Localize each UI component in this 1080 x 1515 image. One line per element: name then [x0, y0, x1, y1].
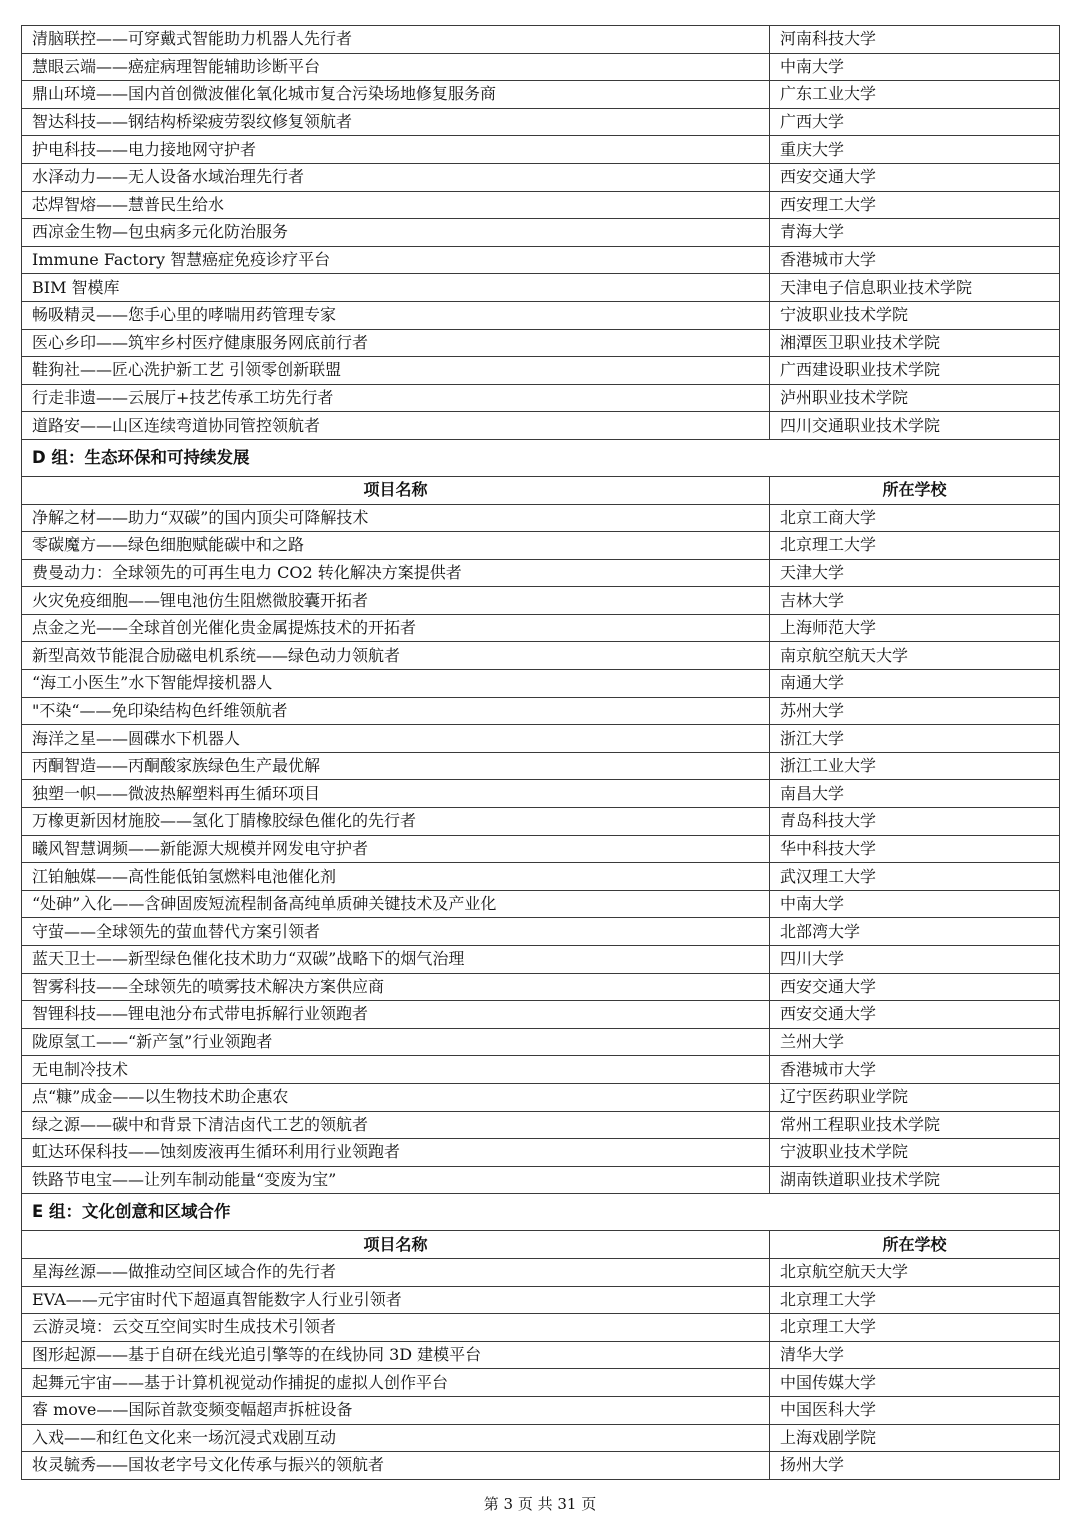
school-name-cell: 上海戏剧学院 — [770, 1424, 1060, 1452]
school-name-cell: 四川大学 — [770, 946, 1060, 974]
project-name-cell: 净解之材——助力“双碳”的国内顶尖可降解技术 — [22, 504, 770, 532]
school-name-cell: 北京理工大学 — [770, 1314, 1060, 1342]
school-name-cell: 香港城市大学 — [770, 246, 1060, 274]
project-name-cell: 守萤——全球领先的萤血替代方案引领者 — [22, 918, 770, 946]
table-row — [22, 191, 1060, 219]
table-row — [22, 642, 1060, 670]
table-row — [22, 246, 1060, 274]
project-name-cell: 无电制冷技术 — [22, 1056, 770, 1084]
table-row — [22, 108, 1060, 136]
table-row — [22, 559, 1060, 587]
project-name-cell: EVA——元宇宙时代下超逼真智能数字人行业引领者 — [22, 1286, 770, 1314]
school-name-cell: 四川交通职业技术学院 — [770, 412, 1060, 440]
school-name-cell: 北京理工大学 — [770, 532, 1060, 560]
school-name-cell: 西安交通大学 — [770, 1001, 1060, 1029]
table-header-row — [22, 1231, 1060, 1259]
school-name-cell: 北京工商大学 — [770, 504, 1060, 532]
project-name-cell: 蓝天卫士——新型绿色催化技术助力“双碳”战略下的烟气治理 — [22, 946, 770, 974]
school-name-cell: 广西大学 — [770, 108, 1060, 136]
project-name-cell: 新型高效节能混合励磁电机系统——绿色动力领航者 — [22, 642, 770, 670]
school-name-cell: 扬州大学 — [770, 1452, 1060, 1480]
project-name-cell: 海洋之星——圆碟水下机器人 — [22, 725, 770, 753]
group-title: D 组：生态环保和可持续发展 — [22, 439, 1060, 476]
project-name-cell: 鞋狗社——匠心洗护新工艺 引领零创新联盟 — [22, 357, 770, 385]
school-name-cell: 青岛科技大学 — [770, 808, 1060, 836]
project-name-cell: 西凉金生物—包虫病多元化防治服务 — [22, 219, 770, 247]
table-row — [22, 1258, 1060, 1286]
table-row — [22, 26, 1060, 54]
project-name-cell: 睿 move——国际首款变频变幅超声拆桩设备 — [22, 1396, 770, 1424]
table-row — [22, 587, 1060, 615]
table-row — [22, 863, 1060, 891]
school-name-cell: 天津电子信息职业技术学院 — [770, 274, 1060, 302]
table-row — [22, 1166, 1060, 1194]
project-name-cell: 曦风智慧调频——新能源大规模并网发电守护者 — [22, 835, 770, 863]
project-table-body — [22, 26, 1060, 1480]
table-row — [22, 1341, 1060, 1369]
project-name-cell: 铁路节电宝——让列车制动能量“变废为宝” — [22, 1166, 770, 1194]
school-name-cell: 苏州大学 — [770, 697, 1060, 725]
project-name-cell: 绿之源——碳中和背景下清洁卤代工艺的领航者 — [22, 1111, 770, 1139]
school-name-cell: 北京理工大学 — [770, 1286, 1060, 1314]
column-header-school: 所在学校 — [770, 476, 1060, 504]
project-name-cell: 鼎山环境——国内首创微波催化氧化城市复合污染场地修复服务商 — [22, 81, 770, 109]
table-row — [22, 1452, 1060, 1480]
column-header-project: 项目名称 — [22, 1231, 770, 1259]
project-name-cell: 医心乡印——筑牢乡村医疗健康服务网底前行者 — [22, 329, 770, 357]
school-name-cell: 宁波职业技术学院 — [770, 1139, 1060, 1167]
school-name-cell: 西安交通大学 — [770, 163, 1060, 191]
project-name-cell: 智雾科技——全球领先的喷雾技术解决方案供应商 — [22, 973, 770, 1001]
project-name-cell: 起舞元宇宙——基于计算机视觉动作捕捉的虚拟人创作平台 — [22, 1369, 770, 1397]
table-row — [22, 1028, 1060, 1056]
project-name-cell: 万橡更新因材施胶——氢化丁腈橡胶绿色催化的先行者 — [22, 808, 770, 836]
school-name-cell: 湖南铁道职业技术学院 — [770, 1166, 1060, 1194]
table-row — [22, 973, 1060, 1001]
project-name-cell: 点金之光——全球首创光催化贵金属提炼技术的开拓者 — [22, 614, 770, 642]
group-heading-row — [22, 439, 1060, 476]
table-row — [22, 219, 1060, 247]
group-heading-row — [22, 1194, 1060, 1231]
school-name-cell: 兰州大学 — [770, 1028, 1060, 1056]
table-row — [22, 1369, 1060, 1397]
project-name-cell: 道路安——山区连续弯道协同管控领航者 — [22, 412, 770, 440]
project-name-cell: 费曼动力：全球领先的可再生电力 CO2 转化解决方案提供者 — [22, 559, 770, 587]
school-name-cell: 广西建设职业技术学院 — [770, 357, 1060, 385]
school-name-cell: 南昌大学 — [770, 780, 1060, 808]
school-name-cell: 泸州职业技术学院 — [770, 384, 1060, 412]
school-name-cell: 湘潭医卫职业技术学院 — [770, 329, 1060, 357]
project-name-cell: 江铂触媒——高性能低铂氢燃料电池催化剂 — [22, 863, 770, 891]
project-name-cell: 虹达环保科技——蚀刻废液再生循环利用行业领跑者 — [22, 1139, 770, 1167]
table-row — [22, 53, 1060, 81]
project-name-cell: 独塑一帜——微波热解塑料再生循环项目 — [22, 780, 770, 808]
project-name-cell: 入戏——和红色文化来一场沉浸式戏剧互动 — [22, 1424, 770, 1452]
table-row — [22, 1111, 1060, 1139]
table-row — [22, 1314, 1060, 1342]
school-name-cell: 西安理工大学 — [770, 191, 1060, 219]
project-name-cell: 云游灵境：云交互空间实时生成技术引领者 — [22, 1314, 770, 1342]
project-name-cell: 畅吸精灵——您手心里的哮喘用药管理专家 — [22, 301, 770, 329]
table-row — [22, 752, 1060, 780]
school-name-cell: 上海师范大学 — [770, 614, 1060, 642]
school-name-cell: 西安交通大学 — [770, 973, 1060, 1001]
project-name-cell: “海工小医生”水下智能焊接机器人 — [22, 670, 770, 698]
table-row — [22, 504, 1060, 532]
school-name-cell: 南通大学 — [770, 670, 1060, 698]
project-name-cell: "不染“——免印染结构色纤维领航者 — [22, 697, 770, 725]
table-row — [22, 1424, 1060, 1452]
project-name-cell: “处砷”入化——含砷固废短流程制备高纯单质砷关键技术及产业化 — [22, 890, 770, 918]
table-row — [22, 136, 1060, 164]
table-row — [22, 808, 1060, 836]
school-name-cell: 清华大学 — [770, 1341, 1060, 1369]
school-name-cell: 常州工程职业技术学院 — [770, 1111, 1060, 1139]
table-row — [22, 614, 1060, 642]
project-name-cell: 图形起源——基于自研在线光追引擎等的在线协同 3D 建模平台 — [22, 1341, 770, 1369]
school-name-cell: 中国传媒大学 — [770, 1369, 1060, 1397]
school-name-cell: 北部湾大学 — [770, 918, 1060, 946]
table-row — [22, 1286, 1060, 1314]
school-name-cell: 宁波职业技术学院 — [770, 301, 1060, 329]
table-row — [22, 697, 1060, 725]
school-name-cell: 广东工业大学 — [770, 81, 1060, 109]
table-row — [22, 1083, 1060, 1111]
project-name-cell: 星海丝源——做推动空间区域合作的先行者 — [22, 1258, 770, 1286]
table-row — [22, 357, 1060, 385]
project-name-cell: 慧眼云端——癌症病理智能辅助诊断平台 — [22, 53, 770, 81]
table-row — [22, 1396, 1060, 1424]
project-name-cell: 行走非遗——云展厅+技艺传承工坊先行者 — [22, 384, 770, 412]
project-name-cell: 智达科技——钢结构桥梁疲劳裂纹修复领航者 — [22, 108, 770, 136]
group-title: E 组：文化创意和区域合作 — [22, 1194, 1060, 1231]
table-header-row — [22, 476, 1060, 504]
school-name-cell: 中南大学 — [770, 890, 1060, 918]
school-name-cell: 浙江大学 — [770, 725, 1060, 753]
project-name-cell: 妆灵毓秀——国妆老字号文化传承与振兴的领航者 — [22, 1452, 770, 1480]
table-row — [22, 1056, 1060, 1084]
school-name-cell: 中南大学 — [770, 53, 1060, 81]
project-name-cell: 芯焊智熔——慧普民生给水 — [22, 191, 770, 219]
project-name-cell: 陇原氢工——“新产氢”行业领跑者 — [22, 1028, 770, 1056]
table-row — [22, 163, 1060, 191]
school-name-cell: 吉林大学 — [770, 587, 1060, 615]
column-header-project: 项目名称 — [22, 476, 770, 504]
school-name-cell: 青海大学 — [770, 219, 1060, 247]
table-row — [22, 301, 1060, 329]
project-name-cell: 火灾免疫细胞——锂电池仿生阻燃微胶囊开拓者 — [22, 587, 770, 615]
table-row — [22, 384, 1060, 412]
table-row — [22, 274, 1060, 302]
column-header-school: 所在学校 — [770, 1231, 1060, 1259]
table-row — [22, 670, 1060, 698]
school-name-cell: 辽宁医药职业学院 — [770, 1083, 1060, 1111]
document-page — [21, 25, 1058, 1480]
table-row — [22, 946, 1060, 974]
school-name-cell: 河南科技大学 — [770, 26, 1060, 54]
table-row — [22, 835, 1060, 863]
table-row — [22, 81, 1060, 109]
table-row — [22, 725, 1060, 753]
school-name-cell: 中国医科大学 — [770, 1396, 1060, 1424]
table-row — [22, 329, 1060, 357]
table-row — [22, 412, 1060, 440]
school-name-cell: 南京航空航天大学 — [770, 642, 1060, 670]
project-table — [21, 25, 1060, 1480]
project-name-cell: 水泽动力——无人设备水域治理先行者 — [22, 163, 770, 191]
school-name-cell: 北京航空航天大学 — [770, 1258, 1060, 1286]
table-row — [22, 780, 1060, 808]
project-name-cell: 丙酮智造——丙酮酸家族绿色生产最优解 — [22, 752, 770, 780]
table-row — [22, 532, 1060, 560]
school-name-cell: 武汉理工大学 — [770, 863, 1060, 891]
page-footer: 第 3 页 共 31 页 — [483, 1495, 597, 1513]
school-name-cell: 香港城市大学 — [770, 1056, 1060, 1084]
table-row — [22, 918, 1060, 946]
project-name-cell: Immune Factory 智慧癌症免疫诊疗平台 — [22, 246, 770, 274]
table-row — [22, 890, 1060, 918]
project-name-cell: 点“糠”成金——以生物技术助企惠农 — [22, 1083, 770, 1111]
project-name-cell: 智锂科技——锂电池分布式带电拆解行业领跑者 — [22, 1001, 770, 1029]
table-row — [22, 1139, 1060, 1167]
project-name-cell: 零碳魔方——绿色细胞赋能碳中和之路 — [22, 532, 770, 560]
school-name-cell: 浙江工业大学 — [770, 752, 1060, 780]
school-name-cell: 重庆大学 — [770, 136, 1060, 164]
project-name-cell: BIM 智模库 — [22, 274, 770, 302]
school-name-cell: 华中科技大学 — [770, 835, 1060, 863]
project-name-cell: 清脑联控——可穿戴式智能助力机器人先行者 — [22, 26, 770, 54]
school-name-cell: 天津大学 — [770, 559, 1060, 587]
project-name-cell: 护电科技——电力接地网守护者 — [22, 136, 770, 164]
table-row — [22, 1001, 1060, 1029]
